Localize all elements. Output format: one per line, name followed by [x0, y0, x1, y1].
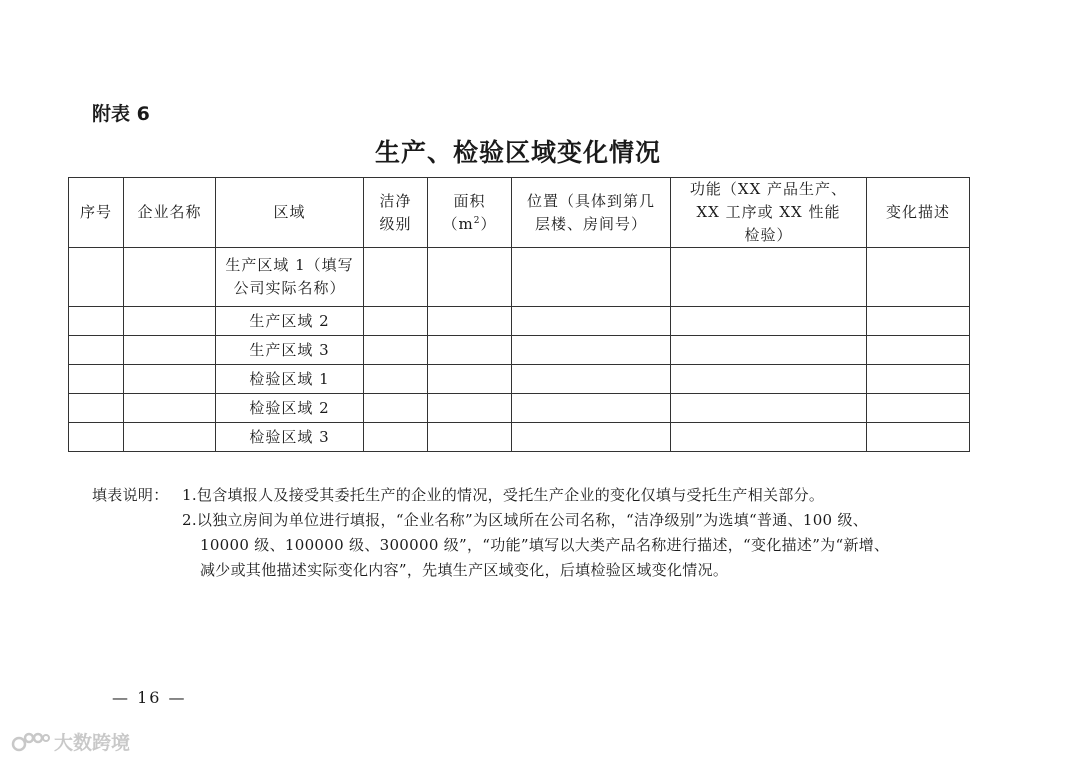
header-size-line1: 面积: [453, 191, 486, 210]
cell-cleanliness[interactable]: [364, 365, 428, 394]
table-row: [69, 307, 970, 336]
header-function-line1: 功能（XX 产品生产、: [689, 180, 848, 198]
cell-change[interactable]: [867, 248, 970, 307]
cell-area: 生产区域 2: [216, 307, 364, 336]
cell-area: [216, 248, 364, 307]
cell-location[interactable]: [512, 365, 671, 394]
header-size-unit-open: （m: [442, 214, 474, 233]
cell-company[interactable]: [124, 365, 216, 394]
cell-location[interactable]: [512, 336, 671, 365]
change-table: [68, 177, 970, 452]
cell-cleanliness[interactable]: [364, 307, 428, 336]
cell-cleanliness[interactable]: [364, 394, 428, 423]
note-row-1: [92, 483, 972, 508]
cell-function[interactable]: [671, 394, 867, 423]
fill-instructions: [92, 483, 972, 583]
area-line2: 公司实际名称）: [233, 279, 346, 297]
header-function-line3: 检验）: [744, 226, 793, 244]
table-header-row: [69, 178, 970, 248]
cell-location[interactable]: [512, 423, 671, 452]
cell-size[interactable]: [428, 307, 512, 336]
table-row: [69, 365, 970, 394]
header-function: [671, 178, 867, 248]
cell-change[interactable]: [867, 365, 970, 394]
header-change: 变化描述: [867, 178, 970, 248]
watermark: [10, 728, 130, 755]
cell-location[interactable]: [512, 394, 671, 423]
watermark-logo-icon: [10, 729, 50, 755]
cell-company[interactable]: [124, 248, 216, 307]
header-area: 区域: [216, 178, 364, 248]
cell-function[interactable]: [671, 307, 867, 336]
header-location-line2: 层楼、房间号）: [534, 214, 647, 233]
header-size-line2: [434, 213, 505, 236]
cell-size[interactable]: [428, 423, 512, 452]
cell-change[interactable]: [867, 394, 970, 423]
cell-company[interactable]: [124, 336, 216, 365]
cell-cleanliness[interactable]: [364, 336, 428, 365]
cell-change[interactable]: [867, 336, 970, 365]
cell-function[interactable]: [671, 248, 867, 307]
cell-seq[interactable]: [69, 365, 124, 394]
cell-size[interactable]: [428, 248, 512, 307]
cell-size[interactable]: [428, 394, 512, 423]
table-row: [69, 248, 970, 307]
cell-seq[interactable]: [69, 336, 124, 365]
note-item-2-line-3: 减少或其他描述实际变化内容”，先填生产区域变化，后填检验区域变化情况。: [200, 561, 729, 579]
table-row: [69, 336, 970, 365]
cell-seq[interactable]: [69, 307, 124, 336]
cell-seq[interactable]: [69, 394, 124, 423]
cell-company[interactable]: [124, 423, 216, 452]
watermark-text: 大数跨境: [54, 732, 131, 754]
cell-location[interactable]: [512, 307, 671, 336]
header-location-line1: 位置（具体到第几: [526, 191, 655, 210]
header-company: 企业名称: [124, 178, 216, 248]
cell-area: 检验区域 3: [216, 423, 364, 452]
cell-cleanliness[interactable]: [364, 423, 428, 452]
area-line1: 生产区域 1（填写: [225, 256, 354, 274]
cell-area: 检验区域 1: [216, 365, 364, 394]
header-cleanliness-line2: 级别: [379, 214, 412, 233]
header-size: [428, 178, 512, 248]
header-cleanliness-line1: 洁净: [379, 191, 412, 210]
cell-seq[interactable]: [69, 423, 124, 452]
cell-change[interactable]: [867, 423, 970, 452]
cell-function[interactable]: [671, 336, 867, 365]
page-number: — 16 —: [112, 688, 187, 707]
cell-area: 检验区域 2: [216, 394, 364, 423]
notes-label: 填表说明：: [92, 486, 169, 504]
header-size-unit-close: ）: [480, 214, 497, 233]
cell-company[interactable]: [124, 307, 216, 336]
attachment-label: 附表 6: [92, 103, 150, 125]
header-location: [512, 178, 671, 248]
cell-size[interactable]: [428, 336, 512, 365]
note-item-2-line-1: 2.以独立房间为单位进行填报，“企业名称”为区域所在公司名称，“洁净级别”为选填“普通、100 级、: [182, 511, 869, 529]
cell-change[interactable]: [867, 307, 970, 336]
cell-function[interactable]: [671, 365, 867, 394]
header-size-unit-sup: 2: [473, 215, 481, 226]
cell-function[interactable]: [671, 423, 867, 452]
header-function-line2: XX 工序或 XX 性能: [696, 203, 841, 221]
note-item-1: 1.包含填报人及接受其委托生产的企业的情况，受托生产企业的变化仅填与受托生产相关部分。: [182, 486, 825, 504]
table-row: [69, 394, 970, 423]
cell-company[interactable]: [124, 394, 216, 423]
cell-size[interactable]: [428, 365, 512, 394]
cell-cleanliness[interactable]: [364, 248, 428, 307]
table-row: [69, 423, 970, 452]
cell-seq[interactable]: [69, 248, 124, 307]
cell-location[interactable]: [512, 248, 671, 307]
header-seq: 序号: [69, 178, 124, 248]
document-title: 生产、检验区域变化情况: [374, 138, 661, 167]
note-item-2-line-2: 10000 级、100000 级、300000 级”，“功能”填写以大类产品名称进行描述，“变化描述”为“新增、: [200, 536, 890, 554]
header-cleanliness: [364, 178, 428, 248]
cell-area: 生产区域 3: [216, 336, 364, 365]
